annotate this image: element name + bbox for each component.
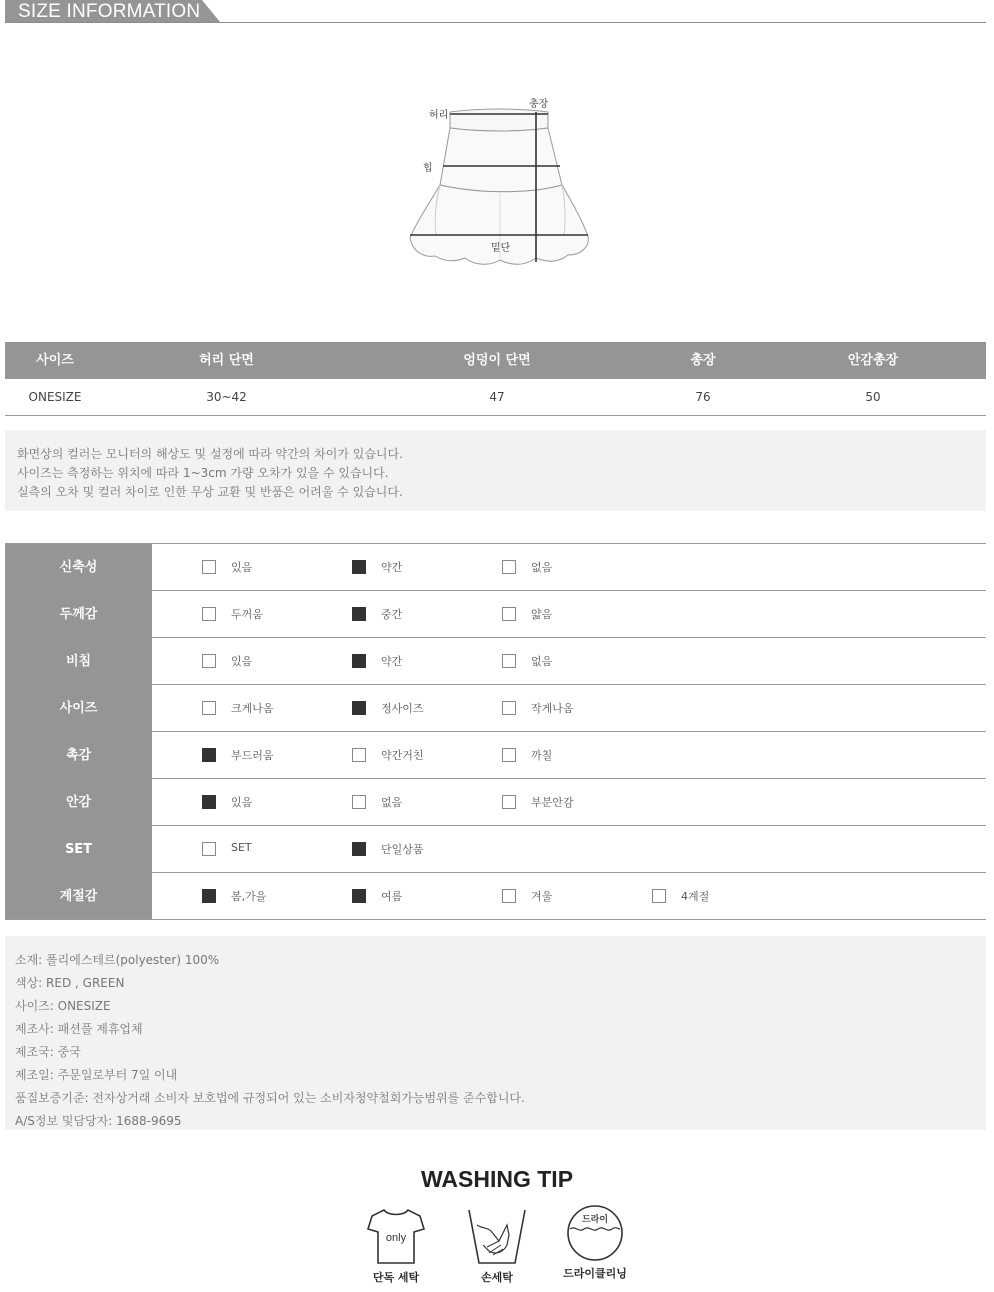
unchecked-box-icon <box>202 842 216 856</box>
property-option-label: SET <box>231 841 252 854</box>
property-option-label: 4계절 <box>681 890 710 903</box>
property-option-label: 부분안감 <box>531 796 574 809</box>
wash-item-dry <box>555 1205 635 1290</box>
skirt-upper-body <box>440 128 562 192</box>
unchecked-box-icon <box>202 701 216 715</box>
checked-box-icon <box>352 842 366 856</box>
property-label: 사이즈 <box>5 685 152 732</box>
wash-caption: 단독 세탁 <box>372 1271 420 1284</box>
size-header-lining-length: 안감총장 <box>847 353 899 368</box>
checked-box-icon <box>352 607 366 621</box>
property-option-label: 약간거친 <box>381 749 424 762</box>
detail-line: 사이즈: ONESIZE <box>15 999 111 1013</box>
property-label: 비침 <box>5 638 152 685</box>
property-option-label: 정사이즈 <box>381 702 424 715</box>
property-row <box>5 685 986 732</box>
total-length-label: 총장 <box>529 99 549 110</box>
detail-line: 제조국: 중국 <box>15 1045 81 1059</box>
property-option-label: 두꺼움 <box>231 608 263 621</box>
notice-box <box>5 430 986 511</box>
washing-tip-title: WASHING TIP <box>420 1166 574 1192</box>
unchecked-box-icon <box>502 607 516 621</box>
property-option-label: 단일상품 <box>381 843 424 856</box>
hem-label: 밑단 <box>491 243 511 254</box>
unchecked-box-icon <box>502 795 516 809</box>
property-option-label: 여름 <box>381 890 403 903</box>
wash-item-single <box>356 1205 436 1290</box>
checked-box-icon <box>352 701 366 715</box>
notice-line: 사이즈는 측정하는 위치에 따라 1~3cm 가량 오차가 있을 수 있습니다. <box>17 466 389 480</box>
size-header-length: 총장 <box>690 353 716 368</box>
checked-box-icon <box>202 748 216 762</box>
property-option-label: 중간 <box>381 608 403 621</box>
checked-box-icon <box>202 795 216 809</box>
property-label: 계절감 <box>5 873 152 919</box>
property-option-label: 부드러움 <box>231 749 274 762</box>
size-table-header <box>5 342 986 379</box>
product-details-box <box>5 936 986 1130</box>
property-option-label: 있음 <box>231 796 253 809</box>
property-option-label: 봄,가을 <box>231 890 267 903</box>
property-option-label: 있음 <box>231 561 253 574</box>
notice-line: 실측의 오차 및 컬러 차이로 인한 무상 교환 및 반품은 어려울 수 있습니다. <box>17 485 403 499</box>
property-row <box>5 732 986 779</box>
property-row <box>5 779 986 826</box>
skirt-waistband <box>450 109 548 131</box>
detail-line: A/S정보 및담당자: 1688-9695 <box>15 1114 182 1128</box>
property-option-label: 약간 <box>381 561 403 574</box>
size-header-size: 사이즈 <box>36 353 74 368</box>
property-option-label: 약간 <box>381 655 403 668</box>
unchecked-box-icon <box>502 889 516 903</box>
wash-item-hand <box>457 1205 537 1290</box>
waist-label: 허리 <box>429 110 449 121</box>
notice-line: 화면상의 컬러는 모니터의 해상도 및 설정에 따라 약간의 차이가 있습니다. <box>17 447 403 461</box>
checked-box-icon <box>352 560 366 574</box>
size-cell: 76 <box>695 390 711 404</box>
property-label: 두께감 <box>5 591 152 638</box>
hip-label: 힙 <box>423 163 433 174</box>
property-option-label: 없음 <box>531 561 553 574</box>
detail-line: 소재: 폴리에스테르(polyester) 100% <box>15 953 220 967</box>
size-cell: 47 <box>489 390 505 404</box>
unchecked-box-icon <box>352 748 366 762</box>
svg-text:드라이: 드라이 <box>581 1215 609 1225</box>
unchecked-box-icon <box>502 748 516 762</box>
unchecked-box-icon <box>502 654 516 668</box>
property-label: SET <box>5 826 152 873</box>
header-divider <box>5 22 986 23</box>
property-row <box>5 544 986 591</box>
size-cell: ONESIZE <box>28 390 82 404</box>
unchecked-box-icon <box>502 560 516 574</box>
size-header-hip: 엉덩이 단면 <box>463 353 531 368</box>
size-cell: 30~42 <box>206 390 247 404</box>
unchecked-box-icon <box>202 654 216 668</box>
property-row <box>5 591 986 638</box>
property-option-label: 작게나옴 <box>531 702 574 715</box>
tshirt-only-icon <box>356 1205 436 1269</box>
unchecked-box-icon <box>352 795 366 809</box>
property-label: 신축성 <box>5 544 152 591</box>
property-option-label: 겨울 <box>531 890 553 903</box>
property-option-label: 까칠 <box>531 749 553 762</box>
fabric-property-table <box>5 543 986 920</box>
size-table <box>5 342 986 416</box>
size-header-waist: 허리 단면 <box>199 353 254 368</box>
size-cell: 50 <box>865 390 881 404</box>
unchecked-box-icon <box>202 560 216 574</box>
wash-caption: 드라이클리닝 <box>563 1267 627 1280</box>
checked-box-icon <box>352 889 366 903</box>
checked-box-icon <box>352 654 366 668</box>
property-row <box>5 638 986 685</box>
unchecked-box-icon <box>652 889 666 903</box>
unchecked-box-icon <box>202 607 216 621</box>
property-label: 안감 <box>5 779 152 826</box>
detail-line: 색상: RED , GREEN <box>15 976 125 990</box>
property-option-label: 얇음 <box>531 608 553 621</box>
hand-wash-icon <box>457 1205 537 1269</box>
property-row <box>5 873 986 920</box>
property-label: 촉감 <box>5 732 152 779</box>
property-option-label: 크게나옴 <box>231 702 274 715</box>
unchecked-box-icon <box>502 701 516 715</box>
table-row <box>5 379 986 416</box>
dry-clean-icon <box>555 1205 635 1269</box>
checked-box-icon <box>202 889 216 903</box>
detail-line: 제조일: 주문일로부터 7일 이내 <box>15 1068 178 1082</box>
svg-text:only: only <box>385 1232 407 1244</box>
property-option-label: 없음 <box>381 796 403 809</box>
property-option-label: 없음 <box>531 655 553 668</box>
section-title: SIZE INFORMATION <box>18 1 201 22</box>
detail-line: 품질보증기준: 전자상거래 소비자 보호법에 규정되어 있는 소비자청약철회가능범위를 준수합니다. <box>15 1091 525 1105</box>
detail-line: 제조사: 패션풀 제휴업체 <box>15 1022 143 1036</box>
property-row <box>5 826 986 873</box>
wash-caption: 손세탁 <box>481 1271 513 1284</box>
property-option-label: 있음 <box>231 655 253 668</box>
